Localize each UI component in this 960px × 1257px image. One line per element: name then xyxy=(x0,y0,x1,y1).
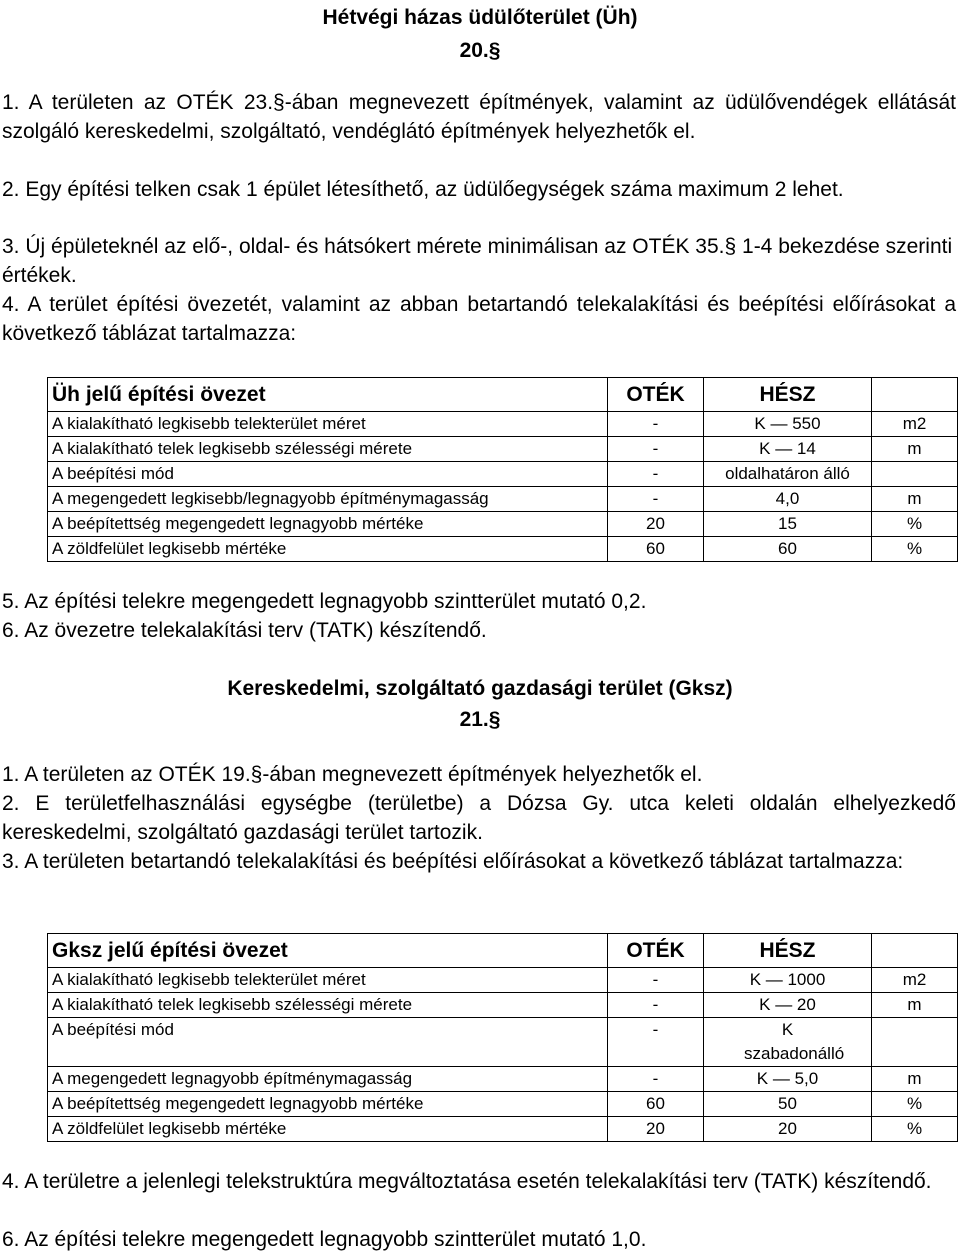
hesz-value: K — 5,0 xyxy=(704,1067,872,1092)
row-label: A beépítettség megengedett legnagyobb mértéke xyxy=(48,512,608,537)
hesz-value: 15 xyxy=(704,512,872,537)
table-row xyxy=(48,412,958,437)
row-label: A megengedett legnagyobb építménymagasság xyxy=(48,1067,608,1092)
table-row xyxy=(48,462,958,487)
row-label: A kialakítható telek legkisebb szélességi mérete xyxy=(48,437,608,462)
unit-header xyxy=(872,378,958,412)
hesz-value: 4,0 xyxy=(704,487,872,512)
otek-value: - xyxy=(608,462,704,487)
unit-value: m xyxy=(872,993,958,1018)
otek-value: 60 xyxy=(608,1092,704,1117)
otek-value: - xyxy=(608,487,704,512)
table-row xyxy=(48,1092,958,1117)
hesz-value: 20 xyxy=(704,1117,872,1142)
hesz-value: oldalhatáron álló xyxy=(704,462,872,487)
row-label: A beépítettség megengedett legnagyobb mértéke xyxy=(48,1092,608,1117)
otek-value: 20 xyxy=(608,512,704,537)
row-label: A zöldfelület legkisebb mértéke xyxy=(48,1117,608,1142)
unit-value: m xyxy=(872,487,958,512)
unit-value: % xyxy=(872,1117,958,1142)
table-header-row xyxy=(48,934,958,968)
section-title: Kereskedelmi, szolgáltató gazdasági terület (Gksz) xyxy=(227,677,733,700)
table-header-row xyxy=(48,378,958,412)
unit-value: m2 xyxy=(872,412,958,437)
row-label: A zöldfelület legkisebb mértéke xyxy=(48,537,608,562)
table-row xyxy=(48,1018,958,1067)
hesz-value: 50 xyxy=(704,1092,872,1117)
otek-value: 60 xyxy=(608,537,704,562)
otek-value: - xyxy=(608,993,704,1018)
table-row xyxy=(48,1067,958,1092)
otek-value: - xyxy=(608,968,704,993)
paragraph-3: 3. Új épületeknél az elő-, oldal- és hátsókert mérete minimálisan az OTÉK 35.§ 1-4 bekezdése szerinti értékek. xyxy=(2,235,953,287)
table-row xyxy=(48,437,958,462)
otek-value: - xyxy=(608,437,704,462)
hesz-value: K — 14 xyxy=(704,437,872,462)
otek-value: 20 xyxy=(608,1117,704,1142)
otek-value: - xyxy=(608,412,704,437)
row-label: A kialakítható telek legkisebb szélességi mérete xyxy=(48,993,608,1018)
section-number: 21.§ xyxy=(459,708,501,731)
otek-value: - xyxy=(608,1018,704,1067)
unit-value: % xyxy=(872,537,958,562)
section-title: Hétvégi házas üdülőterület (Üh) xyxy=(322,6,638,29)
paragraph-4: 4. A terület építési övezetét, valamint az abban betartandó telekalakítási és beépítési előírásokat a következő táblázat tartalmazza: xyxy=(2,293,956,345)
row-label: A kialakítható legkisebb telekterület méret xyxy=(48,968,608,993)
row-label: A beépítési mód xyxy=(48,462,608,487)
unit-value: m xyxy=(872,437,958,462)
paragraph-2: 2. E területfelhasználási egységbe (területbe) a Dózsa Gy. utca keleti oldalán elhelyezkedő kereskedelmi, szolgáltató gazdasági terület tartozik. xyxy=(2,792,956,844)
paragraph-2: 2. Egy építési telken csak 1 épület létesíthető, az üdülőegységek száma maximum 2 lehet. xyxy=(2,178,844,201)
paragraph-6: 6. Az övezetre telekalakítási terv (TATK) készítendő. xyxy=(2,619,487,642)
row-label: A beépítési mód xyxy=(48,1018,608,1067)
unit-value: m2 xyxy=(872,968,958,993)
otek-value: - xyxy=(608,1067,704,1092)
uh-regulation-table xyxy=(47,377,958,562)
unit-header xyxy=(872,934,958,968)
paragraph-1: 1. A területen az OTÉK 19.§-ában megnevezett építmények helyezhetők el. xyxy=(2,763,703,786)
gksz-regulation-table xyxy=(47,933,958,1142)
paragraph-6: 6. Az építési telekre megengedett legnagyobb szintterület mutató 1,0. xyxy=(2,1228,647,1251)
hesz-value: K — 1000 xyxy=(704,968,872,993)
row-label: A kialakítható legkisebb telekterület méret xyxy=(48,412,608,437)
table-row xyxy=(48,537,958,562)
unit-value xyxy=(872,462,958,487)
paragraph-1: 1. A területen az OTÉK 23.§-ában megnevezett építmények, valamint az üdülővendégek ellátását szolgáló kereskedelmi, szolgáltató, vendéglátó építmények helyezhetők el. xyxy=(2,91,956,143)
table-row xyxy=(48,993,958,1018)
zone-header: Gksz jelű építési övezet xyxy=(48,934,608,968)
paragraph-5: 5. Az építési telekre megengedett legnagyobb szintterület mutató 0,2. xyxy=(2,590,647,613)
table-row xyxy=(48,512,958,537)
paragraph-4: 4. A területre a jelenlegi telekstruktúra megváltoztatása esetén telekalakítási terv (TATK) készítendő. xyxy=(2,1170,932,1193)
hesz-value: K szabadonálló xyxy=(704,1018,872,1067)
hesz-header: HÉSZ xyxy=(704,934,872,968)
row-label: A megengedett legkisebb/legnagyobb építménymagasság xyxy=(48,487,608,512)
unit-value: % xyxy=(872,512,958,537)
hesz-value: K — 550 xyxy=(704,412,872,437)
hesz-value: K — 20 xyxy=(704,993,872,1018)
paragraph-3: 3. A területen betartandó telekalakítási és beépítési előírásokat a következő táblázat tartalmazza: xyxy=(2,850,904,873)
unit-value: % xyxy=(872,1092,958,1117)
hesz-value: 60 xyxy=(704,537,872,562)
zone-header: Üh jelű építési övezet xyxy=(48,378,608,412)
table-row xyxy=(48,1117,958,1142)
table-row xyxy=(48,968,958,993)
unit-value: m xyxy=(872,1067,958,1092)
otek-header: OTÉK xyxy=(608,934,704,968)
hesz-header: HÉSZ xyxy=(704,378,872,412)
table-row xyxy=(48,487,958,512)
section-number: 20.§ xyxy=(459,39,501,62)
unit-value xyxy=(872,1018,958,1067)
otek-header: OTÉK xyxy=(608,378,704,412)
